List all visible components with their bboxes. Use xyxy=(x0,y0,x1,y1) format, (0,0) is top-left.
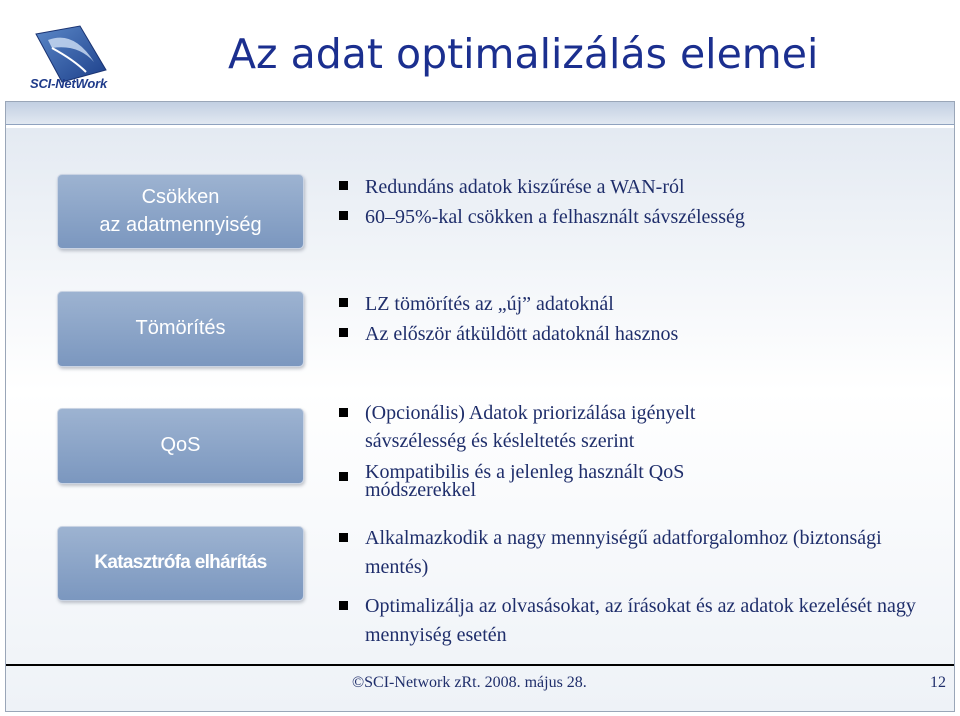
label-line: az adatmennyiség xyxy=(99,213,262,236)
slide-title: Az adat optimalizálás elemei xyxy=(228,30,819,78)
bullet-list-data-reduction xyxy=(338,172,938,232)
bullet-list-disaster-recovery xyxy=(338,524,928,650)
bullet-item: Optimalizálja az olvasásokat, az írásokat és az adatok kezelését nagy mennyiség esetén xyxy=(338,592,928,650)
bullet-item: Alkalmazkodik a nagy mennyiségű adatforgalomhoz (biztonsági mentés) xyxy=(338,524,928,582)
label-csokken-adatmennyiseg xyxy=(57,174,304,249)
title-divider-bar xyxy=(5,101,955,125)
bullet-item: 60–95%-kal csökken a felhasznált sávszélesség xyxy=(338,202,938,232)
bullet-item: Kompatibilis és a jelenleg használt QoS módszerekkel xyxy=(338,463,768,499)
label-katasztrofa-elharitas xyxy=(57,526,304,601)
label-qos xyxy=(57,408,304,484)
bullet-list-compression xyxy=(338,289,938,349)
label-line: Katasztrófa elhárítás xyxy=(94,552,267,574)
label-tomorites xyxy=(57,291,304,367)
label-line: Tömörítés xyxy=(135,317,226,340)
logo-text: SCI-NetWork xyxy=(30,76,108,91)
bullet-item: Redundáns adatok kiszűrése a WAN-ról xyxy=(338,172,938,202)
bullet-item: LZ tömörítés az „új” adatoknál xyxy=(338,289,938,319)
label-line: QoS xyxy=(160,434,201,457)
bullet-list-qos xyxy=(338,399,768,499)
label-line: Csökken xyxy=(141,185,220,208)
sci-network-logo-icon xyxy=(22,18,172,108)
bullet-item: (Opcionális) Adatok priorizálása igényelt sávszélesség és késleltetés szerint xyxy=(338,399,768,455)
footer-divider xyxy=(5,664,955,666)
footer-copyright: ©SCI-Network zRt. 2008. május 28. xyxy=(352,674,587,691)
page-number: 12 xyxy=(930,674,946,691)
bullet-item: Az először átküldött adatoknál hasznos xyxy=(338,319,938,349)
